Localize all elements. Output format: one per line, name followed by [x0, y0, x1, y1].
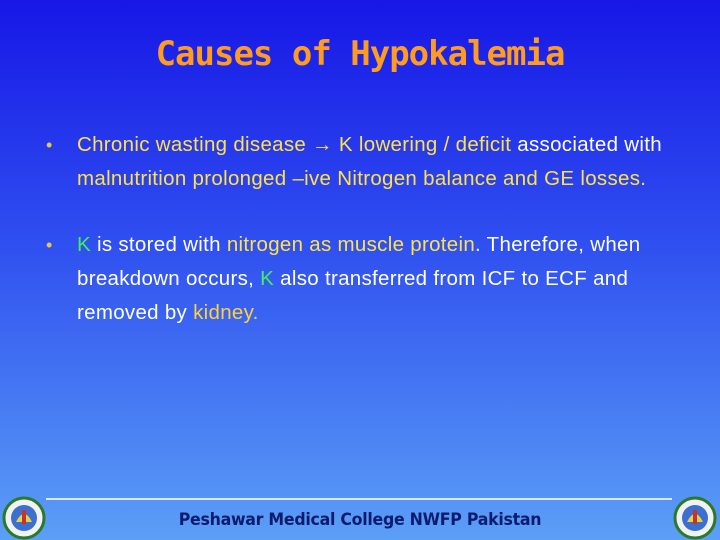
bullet1-text-a: Chronic wasting disease: [77, 133, 307, 156]
bullet1-text-b: K lowering / deficit: [338, 133, 512, 156]
bullet-dot: •: [46, 135, 53, 155]
bullet1-text-d: malnutrition prolonged –ive Nitrogen balance and GE losses.: [77, 167, 647, 190]
bullet2-text-a: K: [77, 233, 91, 256]
bullet2-text-b: is stored with: [96, 233, 221, 256]
bullet1-text-c: associated with: [517, 133, 662, 156]
footer-divider: [46, 498, 672, 500]
bullet2-text-c: nitrogen as muscle protein: [226, 233, 476, 256]
college-logo-icon: [2, 496, 46, 540]
bullet-dot: •: [46, 235, 53, 255]
bullet-item-1: [46, 128, 706, 196]
slide-title: Causes of Hypokalemia: [155, 34, 565, 74]
bullet-item-2: [46, 228, 706, 330]
arrow-symbol: →: [312, 133, 333, 156]
bullet-list: [46, 128, 706, 330]
bullet2-text-f: also transferred from ICF to ECF and removed by: [77, 267, 629, 324]
bullet2-text-d: . Therefore, when breakdown occurs,: [77, 233, 641, 290]
bullet2-text-e: K: [260, 267, 275, 290]
college-logo-icon: [673, 496, 717, 540]
footer-text: Peshawar Medical College NWFP Pakistan: [178, 510, 542, 530]
bullet2-text-g: kidney.: [193, 301, 259, 324]
